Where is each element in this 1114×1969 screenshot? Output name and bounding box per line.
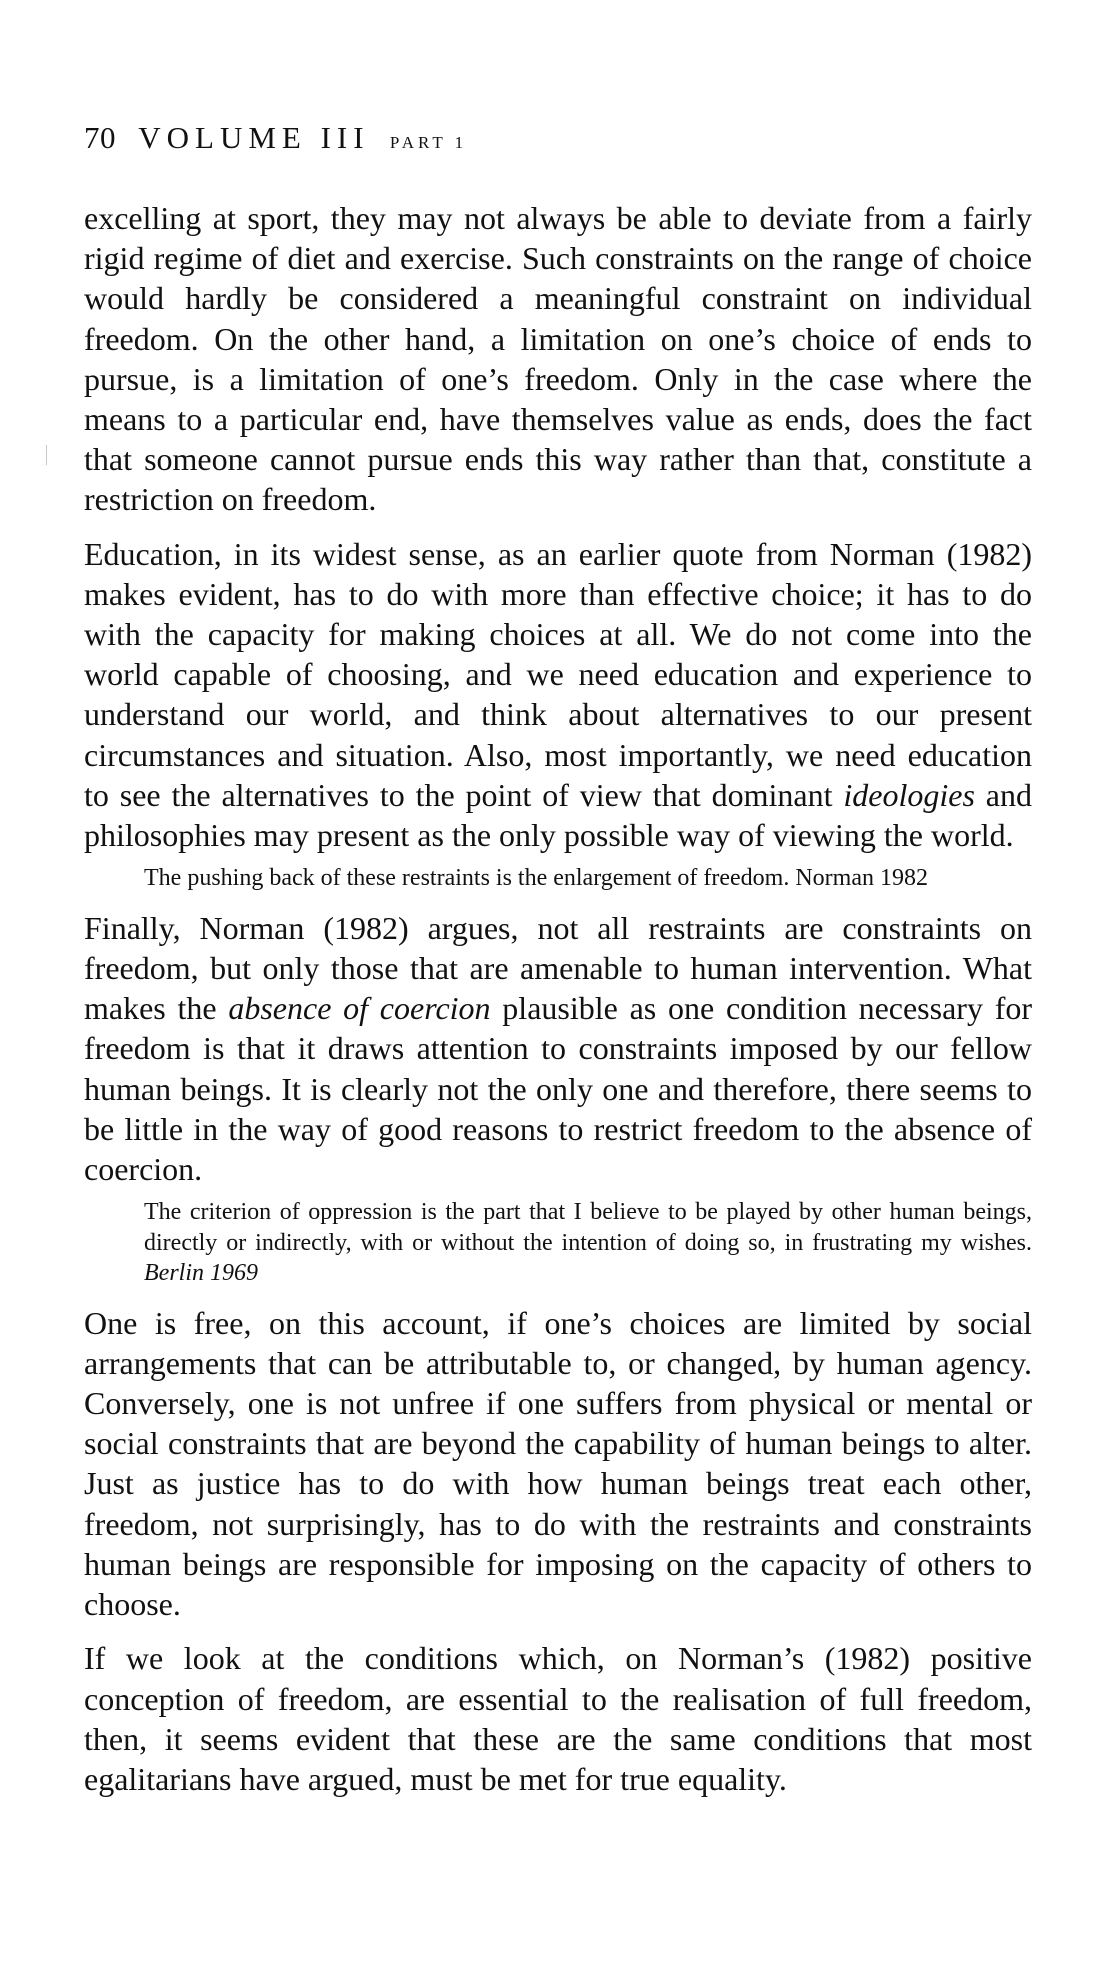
quote-berlin-citation: Berlin 1969 [144,1260,258,1287]
block-quote-berlin [144,1197,1032,1289]
paragraph-3 [84,908,1032,1189]
body-text [84,198,1032,1799]
paragraph-2-italic: ideologies [843,776,975,813]
paragraph-2 [84,534,1032,856]
part-label: PART 1 [389,133,468,152]
volume-label: VOLUME III [138,120,370,155]
paragraph-4: One is free, on this account, if one’s choices are limited by social arrangements that can be attributable to, or changed, by human agency. Conversely, one is not unfree if one suffers from physical or mental or social constraints that are beyond the capability of human beings to alter. Just as justice has to do with how human beings treat each other, freedom, not surprisingly, has to do with the restraints and constraints human beings are responsible for imposing on the capacity of others to choose. [84,1304,1032,1623]
paragraph-5: If we look at the conditions which, on Norman’s (1982) positive conception of freedom, are essential to the realisation of full freedom, then, it seems evident that these are the same conditions that most egalitarians have argued, must be met for true equality. [84,1640,1032,1797]
block-quote-norman: The pushing back of these restraints is the enlargement of freedom. Norman 1982 [144,865,928,892]
paragraph-2-text-a: Education, in its widest sense, as an earlier quote from Norman (1982) makes evident, has to do with more than effective choice; it has to do with the capacity for making choices at all. We do not come into the world capable of choosing, and we need education and experience to understand our world, and think about alternatives to our present circumstances and situation. Also, most importantly, we need education to see the alternatives to the point of view that dominant [84,535,1032,813]
paragraph-3-text-a: Finally, Norman (1982) argues, not all restraints are constraints on freedom, but only those that are amenable to human intervention. What makes the [84,909,1032,1027]
paragraph-1: excelling at sport, they may not always be able to deviate from a fairly rigid regime of diet and exercise. Such constraints on the range of choice would hardly be considered a meaningful constraint on individual freedom. On the other hand, a limitation on one’s choice of ends to pursue, is a limitation of one’s freedom. Only in the case where the means to a particular end, have themselves value as ends, does the fact that someone cannot pursue ends this way rather than that, constitute a restriction on freedom. [84,200,1032,518]
paragraph-2-text-b: and philosophies may present as the only possible way of viewing the world. [84,776,1033,854]
page-number: 70 [84,120,116,155]
scan-edge-mark [46,445,47,465]
paragraph-3-italic: absence of coercion [228,990,491,1027]
book-page [84,120,1032,1813]
paragraph-3-text-b: plausible as one condition necessary for freedom is that it draws attention to constraints imposed by our fellow human beings. It is clearly not the only one and therefore, there seems to be little in the way of good reasons to restrict freedom to the absence of coercion. [84,990,1033,1187]
quote-berlin-text: The criterion of oppression is the part that I believe to be played by other human beings, directly or indirectly, with or without the intention of doing so, in frustrating my wishes. [144,1199,1032,1256]
running-header [84,120,1032,180]
